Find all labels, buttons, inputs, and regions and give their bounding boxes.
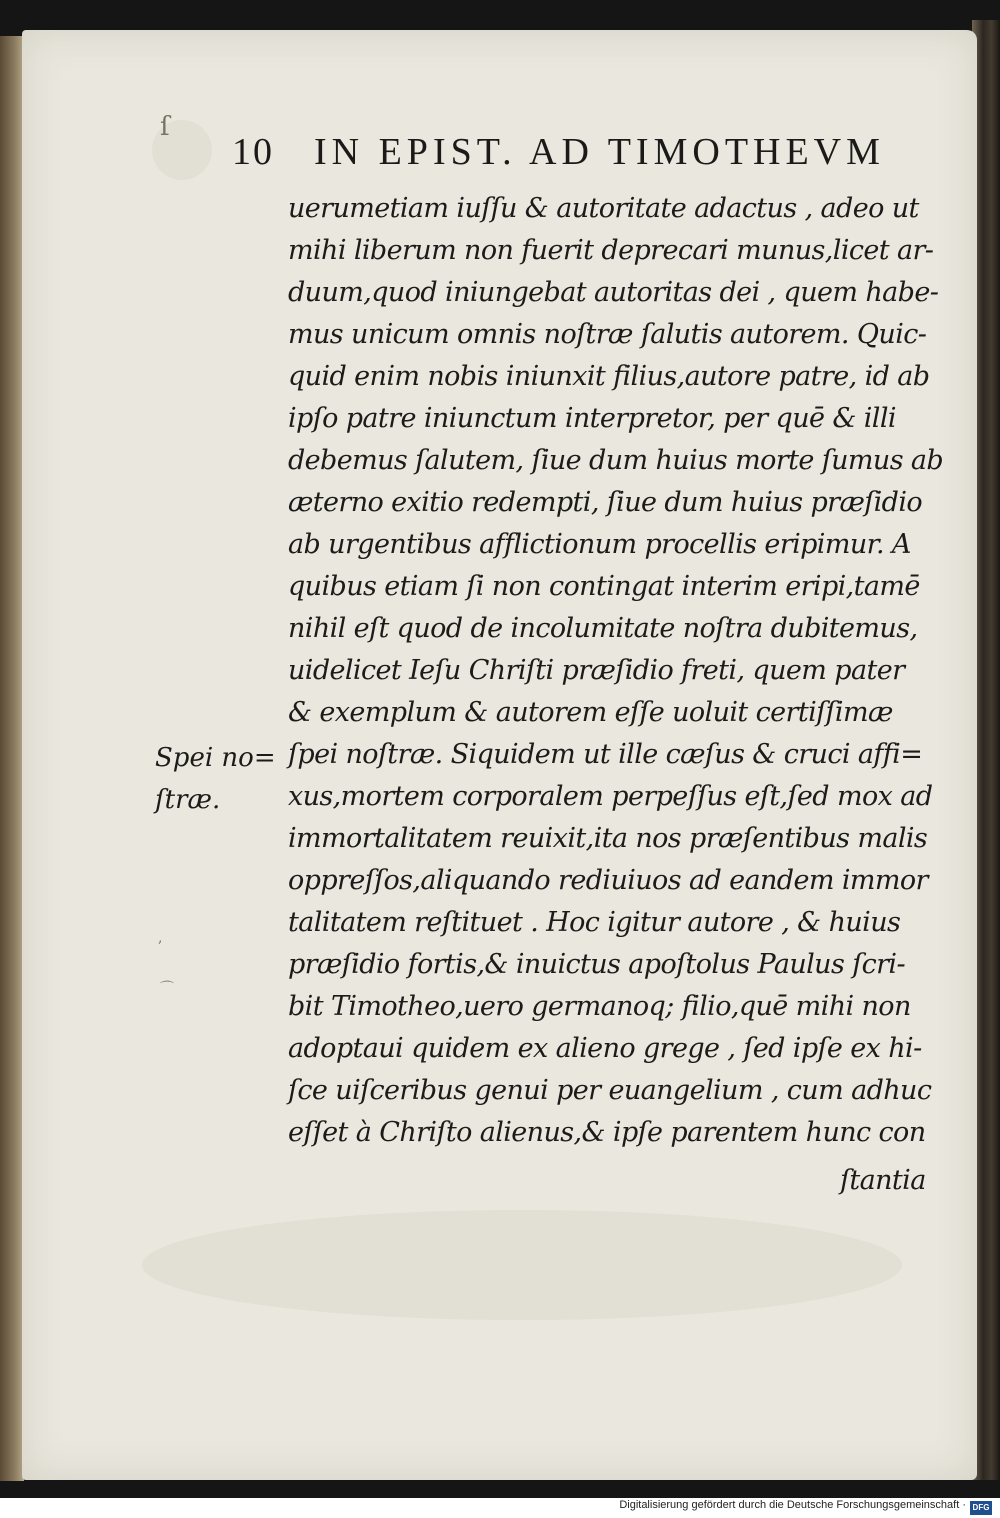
- text-line: mus unicum omnis noſtræ ſalutis autorem. Quic-: [288, 319, 927, 350]
- paper-stain: [142, 1210, 902, 1320]
- ink-mark: ,: [158, 930, 163, 946]
- text-line: præſidio fortis,& inuictus apoſtolus Paulus ſcri-: [288, 949, 905, 980]
- text-line: bit Timotheo,uero germanoq; filio,quē mihi non: [288, 991, 911, 1022]
- text-line: oppreſſos,aliquando rediuiuos ad eandem immor: [288, 865, 928, 896]
- body-text: [288, 188, 944, 1154]
- page-number: 10: [232, 131, 274, 173]
- book-spine: [0, 36, 24, 1481]
- marginal-note-line: ſtræ.: [155, 785, 221, 815]
- text-line: quibus etiam ſi non contingat interim eripi,tamē: [288, 571, 920, 602]
- text-line: quid enim nobis iniunxit filius,autore patre, id ab: [288, 361, 930, 392]
- text-line: uidelicet Ieſu Chriſti præſidio freti, quem pater: [288, 655, 905, 686]
- text-line: & exemplum & autorem eſſe uoluit certiſſimæ: [288, 697, 893, 728]
- text-line: æterno exitio redempti, ſiue dum huius præſidio: [288, 487, 923, 518]
- text-line: nihil eſt quod de incolumitate noſtra dubitemus,: [288, 613, 918, 644]
- text-line: ab urgentibus afflictionum procellis eripimur. A: [288, 529, 911, 560]
- catchword: ſtantia: [840, 1165, 926, 1196]
- text-line: immortalitatem reuixit,ita nos præſentibus malis: [288, 823, 928, 854]
- text-line: ſpei noſtræ. Siquidem ut ille cæſus & cruci affi=: [288, 739, 923, 770]
- text-line: uerumetiam iuſſu & autoritate adactus , adeo ut: [288, 193, 919, 224]
- text-line: adoptaui quidem ex alieno grege , ſed ipſe ex hi-: [288, 1033, 922, 1064]
- page-header: [232, 130, 932, 180]
- text-line: duum,quod iniungebat autoritas dei , quem habe-: [288, 277, 939, 308]
- text-line: eſſet à Chriſto alienus,& ipſe parentem hunc con: [288, 1117, 926, 1148]
- ink-mark: ſ: [160, 112, 170, 142]
- marginal-note: [155, 737, 280, 821]
- running-head: IN EPIST. AD TIMOTHEVM: [314, 131, 885, 173]
- text-line: debemus ſalutem, ſiue dum huius morte ſumus ab: [288, 445, 944, 476]
- dfg-logo: DFG: [970, 1501, 992, 1515]
- text-line: xus,mortem corporalem perpeſſus eſt,ſed mox ad: [288, 781, 933, 812]
- text-line: ſce uiſceribus genui per euangelium , cum adhuc: [288, 1075, 932, 1106]
- marginal-note-line: Spei no=: [155, 743, 276, 773]
- text-line: ipſo patre iniunctum interpretor, per quē & illi: [288, 403, 896, 434]
- text-line: mihi liberum non fuerit deprecari munus,licet ar-: [288, 235, 934, 266]
- text-line: talitatem reſtituet . Hoc igitur autore , & huius: [288, 907, 901, 938]
- ink-mark: ⌒: [160, 981, 174, 997]
- funding-credit: Digitalisierung gefördert durch die Deutsche Forschungsgemeinschaft ·: [619, 1499, 966, 1511]
